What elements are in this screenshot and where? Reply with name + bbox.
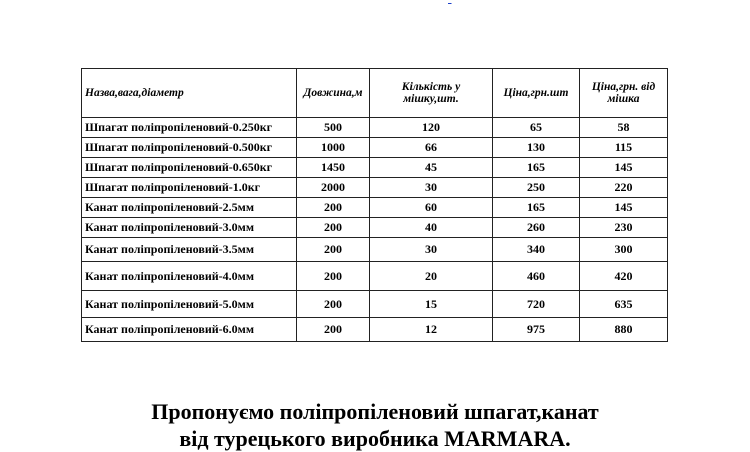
table-row — [82, 158, 668, 178]
cell-qty: 60 — [370, 198, 493, 218]
table-row — [82, 291, 668, 318]
cell-length: 1000 — [297, 138, 370, 158]
header-bag-price: Ціна,грн. від мішка — [580, 69, 668, 118]
cell-price: 165 — [493, 198, 580, 218]
table-row — [82, 178, 668, 198]
table-row — [82, 318, 668, 342]
cell-name: Канат поліпропіленовий-3.5мм — [82, 238, 297, 262]
cell-qty: 30 — [370, 178, 493, 198]
cell-price: 340 — [493, 238, 580, 262]
cell-qty: 15 — [370, 291, 493, 318]
cell-bag-price: 115 — [580, 138, 668, 158]
cell-bag-price: 58 — [580, 118, 668, 138]
table-row — [82, 262, 668, 291]
cell-qty: 45 — [370, 158, 493, 178]
cell-qty: 20 — [370, 262, 493, 291]
cell-qty: 66 — [370, 138, 493, 158]
cell-bag-price: 300 — [580, 238, 668, 262]
cell-bag-price: 420 — [580, 262, 668, 291]
header-price: Ціна,грн.шт — [493, 69, 580, 118]
cell-price: 460 — [493, 262, 580, 291]
cell-bag-price: 145 — [580, 158, 668, 178]
cell-name: Шпагат поліпропіленовий-0.650кг — [82, 158, 297, 178]
cell-length: 500 — [297, 118, 370, 138]
header-length: Довжина,м — [297, 69, 370, 118]
cropped-top-line — [0, 0, 750, 5]
cell-price: 65 — [493, 118, 580, 138]
offer-headline — [0, 398, 750, 452]
cropped-contact-link[interactable] — [448, 0, 452, 5]
table-row — [82, 138, 668, 158]
cell-price: 130 — [493, 138, 580, 158]
table-row — [82, 238, 668, 262]
price-table — [81, 68, 668, 342]
table-row — [82, 198, 668, 218]
header-name: Назва,вага,діаметр — [82, 69, 297, 118]
cell-name: Канат поліпропіленовий-3.0мм — [82, 218, 297, 238]
cell-name: Канат поліпропіленовий-2.5мм — [82, 198, 297, 218]
cell-bag-price: 880 — [580, 318, 668, 342]
cell-name: Канат поліпропіленовий-4.0мм — [82, 262, 297, 291]
cell-price: 975 — [493, 318, 580, 342]
cell-length: 200 — [297, 318, 370, 342]
cell-qty: 120 — [370, 118, 493, 138]
offer-headline-line-2: від турецького виробника MARMARA. — [179, 426, 571, 451]
cell-length: 200 — [297, 291, 370, 318]
cell-bag-price: 145 — [580, 198, 668, 218]
offer-headline-line-1: Пропонуємо поліпропіленовий шпагат,канат — [151, 399, 599, 424]
cell-name: Шпагат поліпропіленовий-0.250кг — [82, 118, 297, 138]
cell-qty: 30 — [370, 238, 493, 262]
cell-length: 200 — [297, 198, 370, 218]
header-qty: Кількість у мішку,шт. — [370, 69, 493, 118]
cell-bag-price: 230 — [580, 218, 668, 238]
cell-price: 720 — [493, 291, 580, 318]
cell-length: 200 — [297, 218, 370, 238]
table-header-row — [82, 69, 668, 118]
cell-price: 250 — [493, 178, 580, 198]
cell-bag-price: 635 — [580, 291, 668, 318]
cell-length: 200 — [297, 262, 370, 291]
cell-price: 165 — [493, 158, 580, 178]
cell-length: 2000 — [297, 178, 370, 198]
cell-name: Канат поліпропіленовий-5.0мм — [82, 291, 297, 318]
cell-name: Шпагат поліпропіленовий-0.500кг — [82, 138, 297, 158]
table-row — [82, 118, 668, 138]
cell-name: Канат поліпропіленовий-6.0мм — [82, 318, 297, 342]
table-row — [82, 218, 668, 238]
cell-length: 200 — [297, 238, 370, 262]
cell-qty: 12 — [370, 318, 493, 342]
cell-name: Шпагат поліпропіленовий-1.0кг — [82, 178, 297, 198]
cropped-contact-text — [250, 0, 254, 5]
cell-qty: 40 — [370, 218, 493, 238]
cell-length: 1450 — [297, 158, 370, 178]
cell-price: 260 — [493, 218, 580, 238]
cell-bag-price: 220 — [580, 178, 668, 198]
